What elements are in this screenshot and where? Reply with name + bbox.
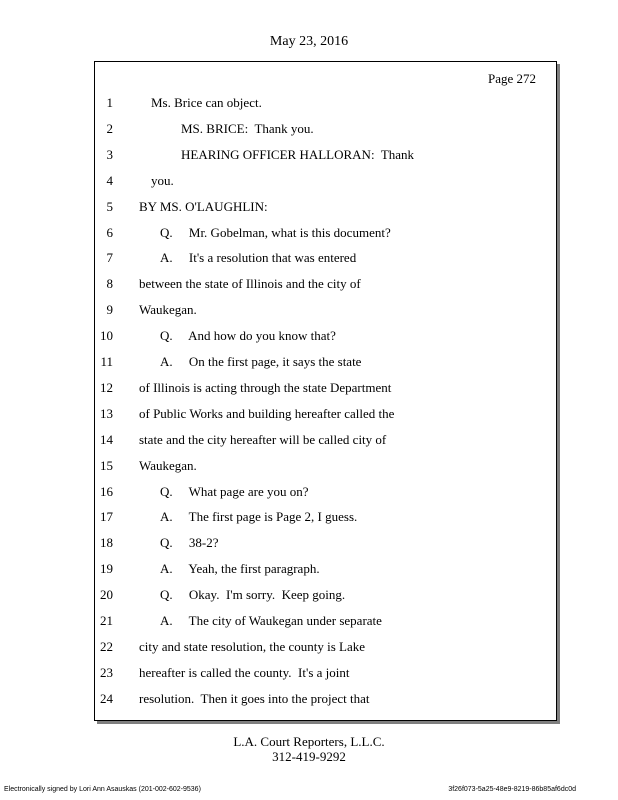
line-number: 7 — [106, 250, 113, 266]
transcript-line — [95, 199, 556, 225]
transcript-line — [95, 328, 556, 354]
line-number: 10 — [100, 328, 113, 344]
footer-phone: 312-419-9292 — [272, 749, 346, 764]
line-number: 9 — [106, 302, 113, 318]
line-text: of Illinois is acting through the state Department — [139, 379, 392, 395]
line-number: 3 — [106, 146, 113, 162]
line-number: 20 — [100, 587, 113, 603]
line-number: 24 — [100, 690, 113, 706]
transcript-line — [95, 276, 556, 302]
line-number: 18 — [100, 535, 113, 551]
transcript-line — [95, 225, 556, 251]
line-text: city and state resolution, the county is Lake — [139, 638, 365, 654]
line-number: 21 — [100, 613, 113, 628]
line-number: 5 — [106, 198, 113, 214]
transcript-line — [95, 639, 556, 665]
transcript-line — [95, 95, 556, 121]
transcript-line — [95, 147, 556, 173]
line-text: state and the city hereafter will be called city of — [139, 431, 387, 447]
line-number: 17 — [100, 509, 113, 525]
page-number: Page 272 — [487, 71, 536, 86]
line-text: HEARING OFFICER HALLORAN: Thank — [181, 146, 415, 162]
line-text: Q. Mr. Gobelman, what is this document? — [160, 224, 391, 240]
line-number: 11 — [100, 354, 113, 369]
line-text: between the state of Illinois and the city of — [139, 276, 361, 292]
transcript-line — [95, 509, 556, 535]
line-text: resolution. Then it goes into the project that — [139, 690, 370, 706]
line-number: 15 — [100, 457, 113, 473]
header-date: May 23, 2016 — [269, 34, 349, 49]
line-text: Waukegan. — [139, 302, 197, 318]
line-text: hereafter is called the county. It's a joint — [139, 664, 350, 680]
line-number: 6 — [106, 224, 113, 240]
document-id: 3f26f073-5a25-48e9-8219-86b85af6dc0d — [448, 786, 576, 793]
transcript-line — [95, 250, 556, 276]
line-text: A. Yeah, the first paragraph. — [160, 561, 320, 577]
line-number: 14 — [100, 431, 113, 447]
transcript-line — [95, 173, 556, 199]
line-text: Q. And how do you know that? — [160, 328, 336, 344]
line-text: Ms. Brice can object. — [151, 95, 262, 110]
line-text: Waukegan. — [139, 457, 197, 473]
transcript-page — [94, 61, 557, 721]
line-text: A. The city of Waukegan under separate — [160, 613, 382, 628]
transcript-line — [95, 432, 556, 458]
line-number: 23 — [100, 664, 113, 680]
transcript-line — [95, 691, 556, 717]
line-text: you. — [151, 172, 174, 188]
line-number: 13 — [100, 405, 113, 421]
line-number: 16 — [100, 483, 113, 499]
transcript-line — [95, 561, 556, 587]
transcript-line — [95, 380, 556, 406]
transcript-line — [95, 458, 556, 484]
footer-company: L.A. Court Reporters, L.L.C. — [233, 734, 385, 749]
line-number: 8 — [106, 276, 113, 292]
line-text: Q. Okay. I'm sorry. Keep going. — [160, 587, 346, 603]
line-text: A. The first page is Page 2, I guess. — [160, 509, 358, 525]
signature-note: Electronically signed by Lori Ann Asauskas (201-002-602-9536) — [4, 786, 201, 793]
transcript-line — [95, 121, 556, 147]
line-text: MS. BRICE: Thank you. — [181, 120, 314, 136]
transcript-line — [95, 535, 556, 561]
line-text: Q. What page are you on? — [160, 483, 309, 499]
line-text: of Public Works and building hereafter called the — [139, 405, 395, 421]
transcript-line — [95, 406, 556, 432]
line-number: 2 — [106, 120, 113, 136]
transcript-line — [95, 302, 556, 328]
transcript-line — [95, 484, 556, 510]
line-number: 1 — [106, 95, 113, 110]
line-number: 12 — [100, 379, 113, 395]
line-number: 22 — [100, 638, 113, 654]
line-text: A. It's a resolution that was entered — [160, 250, 357, 266]
transcript-line — [95, 665, 556, 691]
transcript-line — [95, 354, 556, 380]
line-number: 19 — [100, 561, 113, 577]
line-text: Q. 38-2? — [160, 535, 219, 551]
transcript-line — [95, 613, 556, 639]
line-text: BY MS. O'LAUGHLIN: — [139, 198, 268, 214]
transcript-line — [95, 587, 556, 613]
line-text: A. On the first page, it says the state — [160, 354, 362, 369]
line-number: 4 — [106, 172, 113, 188]
